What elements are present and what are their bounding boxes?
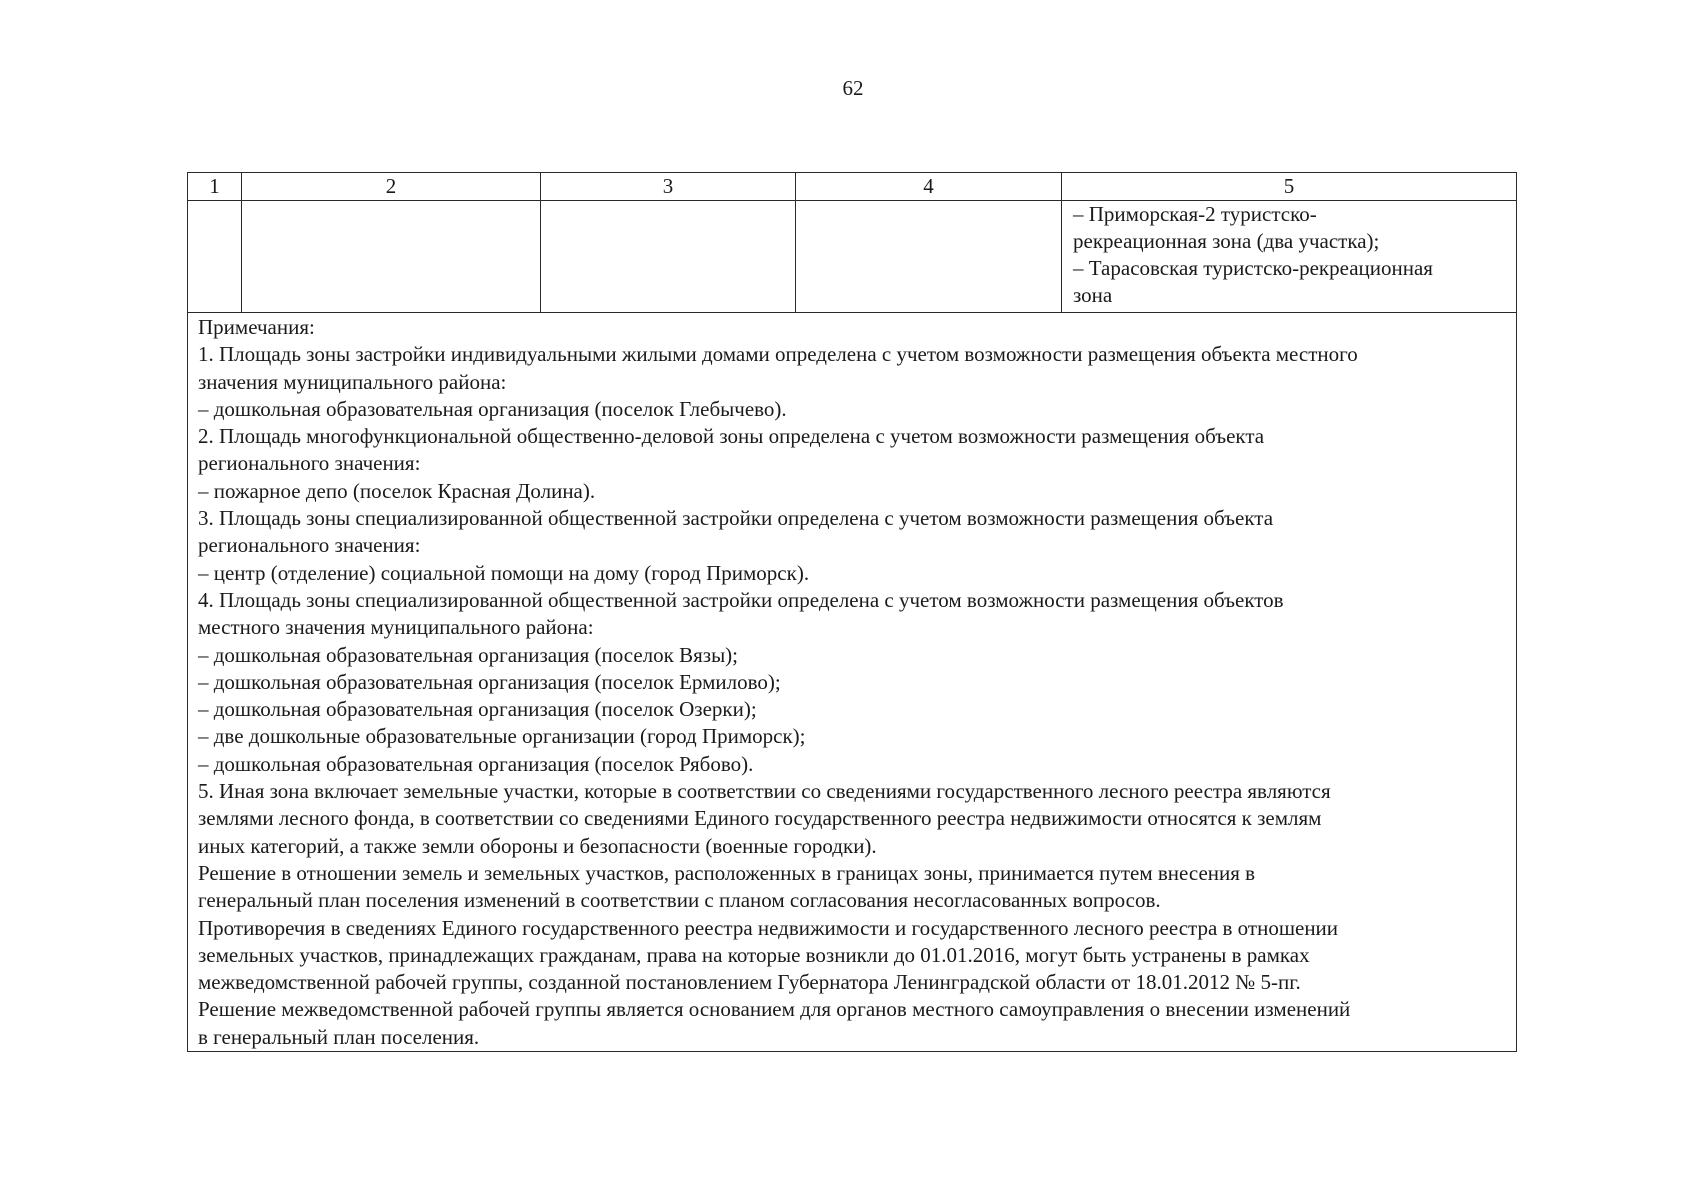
note-line: 4. Площадь зоны специализированной общественной застройки определена с учетом возможности размещения объектов (198, 587, 1284, 612)
zone-line: рекреационная зона (два участка); (1073, 229, 1380, 253)
data-row (188, 201, 1517, 313)
cell-col-5 (1062, 201, 1517, 313)
page-number: 62 (842, 76, 864, 100)
note-line: Решение межведомственной рабочей группы является основанием для органов местного самоуправления о внесении изменений (198, 997, 1351, 1022)
zone-line: зона (1073, 283, 1113, 307)
notes-heading: Примечания: (198, 315, 315, 339)
zone-line: – Приморская-2 туристско- (1073, 202, 1317, 226)
note-line: – две дошкольные образовательные организации (город Приморск); (198, 724, 806, 749)
note-line: Решение в отношении земель и земельных участков, расположенных в границах зоны, принимается путем внесения в (198, 860, 1256, 885)
header-col-2: 2 (242, 173, 541, 201)
header-col-5: 5 (1062, 173, 1517, 201)
note-line: – пожарное депо (поселок Красная Долина). (198, 478, 596, 503)
header-col-1: 1 (188, 173, 242, 201)
cell-col-3 (541, 201, 796, 313)
cell-col-2 (242, 201, 541, 313)
header-col-4: 4 (796, 173, 1062, 201)
note-line: 2. Площадь многофункциональной общественно-деловой зоны определена с учетом возможности размещения объекта (198, 424, 1265, 449)
note-line: – центр (отделение) социальной помощи на дому (город Приморск). (198, 560, 810, 585)
note-line: землями лесного фонда, в соответствии со сведениями Единого государственного реестра недвижимости относятся к землям (198, 806, 1322, 831)
note-line: – дошкольная образовательная организация (поселок Озерки); (198, 697, 757, 722)
header-row (188, 173, 1517, 201)
note-line: иных категорий, а также земли обороны и безопасности (военные городки). (198, 833, 877, 858)
note-line: 1. Площадь зоны застройки индивидуальными жилыми домами определена с учетом возможности размещения объекта местного (198, 342, 1358, 367)
zones-table (187, 172, 1517, 1052)
cell-col-1 (188, 201, 242, 313)
zone-line: – Тарасовская туристско-рекреационная (1073, 256, 1433, 280)
note-line: – дошкольная образовательная организация (поселок Ермилово); (198, 669, 781, 694)
cell-col-4 (796, 201, 1062, 313)
note-line: 5. Иная зона включает земельные участки, которые в соответствии со сведениями государственного лесного реестра являются (198, 779, 1331, 804)
note-line: 3. Площадь зоны специализированной общественной застройки определена с учетом возможности размещения объекта (198, 506, 1274, 531)
note-line: регионального значения: (198, 451, 421, 476)
note-line: местного значения муниципального района: (198, 615, 594, 640)
note-line: – дошкольная образовательная организация (поселок Глебычево). (198, 396, 787, 421)
note-line: – дошкольная образовательная организация (поселок Рябово). (198, 751, 754, 776)
note-line: в генеральный план поселения. (198, 1024, 480, 1049)
note-line: – дошкольная образовательная организация (поселок Вязы); (198, 642, 739, 667)
note-line: значения муниципального района: (198, 369, 507, 394)
note-line: межведомственной рабочей группы, созданной постановлением Губернатора Ленинградской области от 18.01.2012 № 5-пг. (198, 970, 1301, 995)
note-line: регионального значения: (198, 533, 421, 558)
notes-cell (188, 313, 1517, 1052)
header-col-3: 3 (541, 173, 796, 201)
note-line: земельных участков, принадлежащих гражданам, права на которые возникли до 01.01.2016, могут быть устранены в рамках (198, 942, 1310, 967)
note-line: генеральный план поселения изменений в соответствии с планом согласования несогласованных вопросов. (198, 888, 1161, 913)
note-line: Противоречия в сведениях Единого государственного реестра недвижимости и государственного лесного реестра в отношении (198, 915, 1339, 940)
notes-row (188, 313, 1517, 1052)
